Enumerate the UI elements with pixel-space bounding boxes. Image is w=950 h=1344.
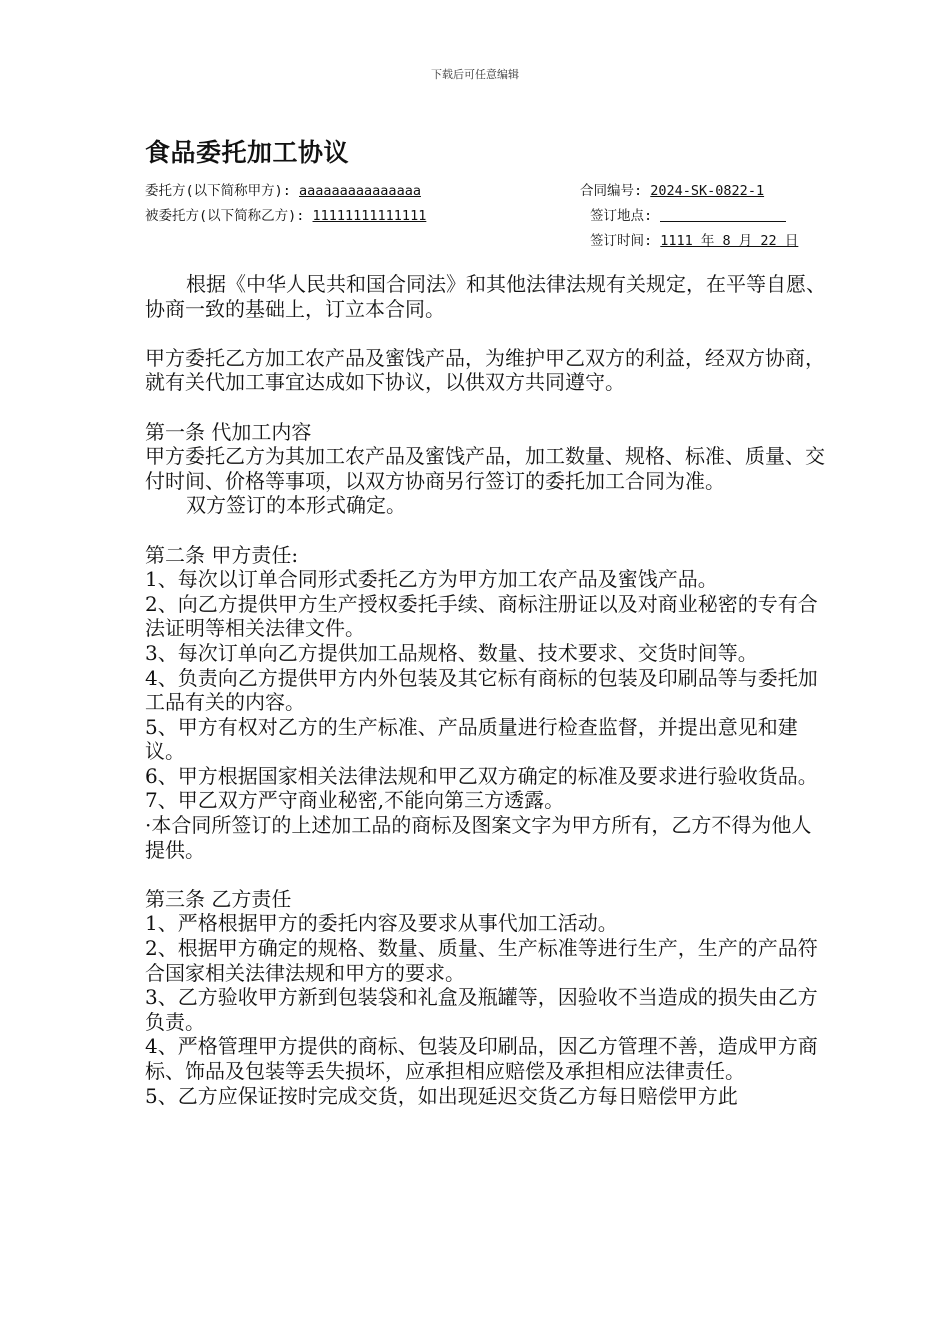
section-3-item: 2、根据甲方确定的规格、数量、质量、生产标准等进行生产，生产的产品符合国家相关法律法规和甲方的要求。 (145, 936, 818, 985)
client-line (145, 179, 421, 199)
time-line (590, 229, 798, 249)
intro-paragraph-2: 甲方委托乙方加工农产品及蜜饯产品，为维护甲乙双方的利益，经双方协商，就有关代加工事宜达成如下协议，以供双方共同遵守。 (145, 345, 825, 395)
section-1-paragraph-1: 甲方委托乙方为其加工农产品及蜜饯产品，加工数量、规格、标准、质量、交付时间、价格等事项，以双方协商另行签订的委托加工合同为准。 (145, 444, 825, 493)
intro-paragraph-1: 根据《中华人民共和国合同法》和其他法律法规有关规定，在平等自愿、协商一致的基础上，订立本合同。 (145, 272, 826, 321)
contract-no-label: 合同编号: (580, 183, 643, 199)
section-1-title: 第一条 代加工内容 (145, 419, 312, 444)
client-label: 委托方(以下简称甲方): (145, 183, 291, 199)
contractor-value: 11111111111111 (312, 208, 427, 224)
header-watermark: 下载后可任意编辑 (431, 68, 519, 81)
section-2-item: 1、每次以订单合同形式委托乙方为甲方加工农产品及蜜饯产品。 (145, 567, 718, 592)
time-value: 1111 年 8 月 22 日 (660, 233, 799, 249)
section-2-item: 3、每次订单向乙方提供加工品规格、数量、技术要求、交货时间等。 (145, 640, 758, 665)
section-3-item: 4、严格管理甲方提供的商标、包装及印刷品，因乙方管理不善，造成甲方商标、饰品及包装等丢失损坏，应承担相应赔偿及承担相应法律责任。 (145, 1034, 818, 1083)
section-2-item: 2、向乙方提供甲方生产授权委托手续、商标注册证以及对商业秘密的专有合法证明等相关法律文件。 (145, 591, 818, 641)
time-label: 签订时间: (590, 233, 653, 249)
section-2-item: 4、负责向乙方提供甲方内外包装及其它标有商标的包装及印刷品等与委托加工品有关的内容。 (145, 665, 818, 715)
place-label: 签订地点: (590, 208, 653, 224)
section-2-item: 7、甲乙双方严守商业秘密,不能向第三方透露。 (145, 788, 565, 813)
section-3-item: 5、乙方应保证按时完成交货，如出现延迟交货乙方每日赔偿甲方此 (145, 1083, 738, 1108)
section-2-item: ·本合同所签订的上述加工品的商标及图案文字为甲方所有，乙方不得为他人提供。 (145, 813, 812, 862)
contract-no-value: 2024-SK-0822-1 (650, 183, 765, 199)
section-1-paragraph-2: 双方签订的本形式确定。 (186, 493, 406, 518)
place-line (590, 204, 786, 224)
section-2-item: 5、甲方有权对乙方的生产标准、产品质量进行检查监督，并提出意见和建议。 (145, 714, 798, 764)
section-2-item: 6、甲方根据国家相关法律法规和甲乙双方确定的标准及要求进行验收货品。 (145, 763, 818, 788)
document-body (145, 272, 830, 1108)
section-3-item: 1、严格根据甲方的委托内容及要求从事代加工活动。 (145, 911, 618, 936)
contractor-line (145, 204, 426, 224)
section-3-item: 3、乙方验收甲方新到包装袋和礼盒及瓶罐等，因验收不当造成的损失由乙方负责。 (145, 985, 818, 1034)
contract-no-line (580, 179, 764, 199)
section-3-title: 第三条 乙方责任 (145, 886, 292, 911)
section-2-title: 第二条 甲方责任: (145, 542, 299, 567)
contractor-label: 被委托方(以下简称乙方): (145, 208, 305, 224)
place-blank (660, 208, 786, 222)
client-value: aaaaaaaaaaaaaaa (299, 183, 421, 199)
document-title: 食品委托加工协议 (145, 138, 350, 167)
